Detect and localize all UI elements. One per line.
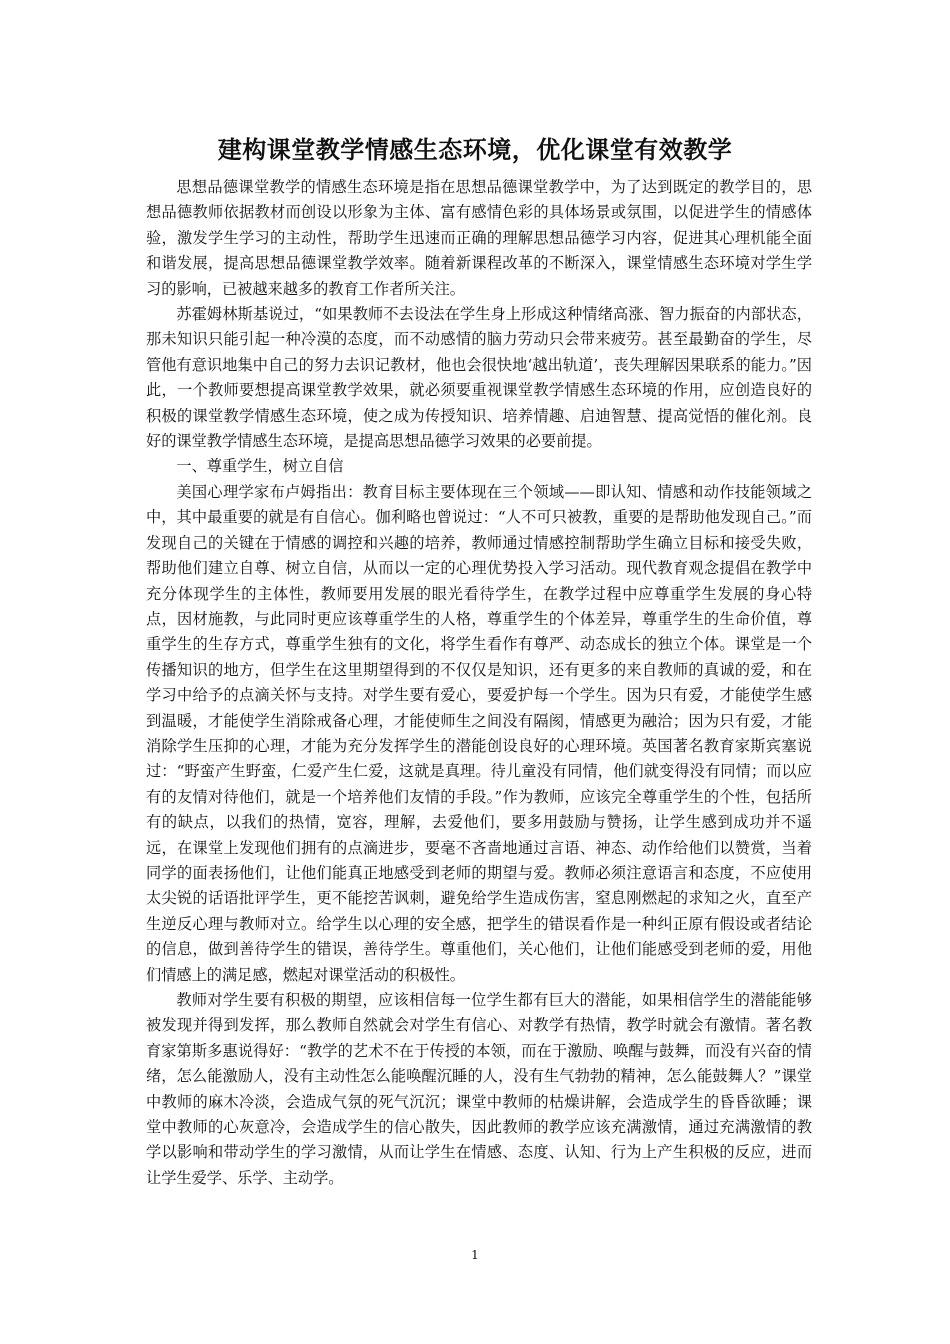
- section-heading-1: 一、尊重学生，树立自信: [176, 457, 344, 476]
- page-number: 1: [471, 1248, 479, 1262]
- paragraph-quote-sukhomlinsky: 苏霍姆林斯基说过，“如果教师不去设法在学生身上形成这种情绪高涨、智力振奋的内部状态，那未知识只能引起一种冷漠的态度，而不动感情的脑力劳动只会带来疲劳。甚至最勤奋的学生，尽管他有意识地集中自己的努力去识记教材，他也会很快地‘越出轨道’，丧失理解因果联系的能力。”因此，一个教师要想提高课堂教学效果，就必须要重视课堂教学情感生态环境的作用，应创造良好的积极的课堂教学情感生态环境，使之成为传授知识、培养情趣、启迪智慧、提高觉悟的催化剂。良好的课堂教学情感生态环境，是提高思想品德学习效果的必要前提。: [146, 305, 812, 451]
- document-title: 建构课堂教学情感生态环境，优化课堂有效教学: [217, 135, 733, 164]
- document-body: [146, 175, 812, 1191]
- paragraph-positive-expectation: 教师对学生要有积极的期望，应该相信每一位学生都有巨大的潜能，如果相信学生的潜能能够被发现并得到发挥，那么教师自然就会对学生有信心、对教学有热情，教学时就会有激情。著名教育家第斯多惠说得好：“教学的艺术不在于传授的本领，而在于激励、唤醒与鼓舞，而没有兴奋的情绪，怎么能激励人，没有主动性怎么能唤醒沉睡的人，没有生气勃勃的精神，怎么能鼓舞人？”课堂中教师的麻木冷淡，会造成气氛的死气沉沉；课堂中教师的枯燥讲解，会造成学生的昏昏欲睡；课堂中教师的心灰意冷，会造成学生的信心散失，因此教师的教学应该充满激情，通过充满激情的教学以影响和带动学生的学习激情，从而让学生在情感、态度、认知、行为上产生积极的反应，进而让学生爱学、乐学、主动学。: [146, 991, 812, 1187]
- paragraph-respect-students: 美国心理学家布卢姆指出：教育目标主要体现在三个领域——即认知、情感和动作技能领域之中，其中最重要的就是有自信心。伽利略也曾说过：“人不可只被教，重要的是帮助他发现自己。”而发现自己的关键在于情感的调控和兴趣的培养，教师通过情感控制帮助学生确立目标和接受失败，帮助他们建立自尊、树立自信，从而以一定的心理优势投入学习活动。现代教育观念提倡在教学中充分体现学生的主体性，教师要用发展的眼光看待学生，在教学过程中应尊重学生发展的身心特点，因材施教，与此同时更应该尊重学生的人格，尊重学生的个体差异，尊重学生的生命价值，尊重学生的生存方式，尊重学生独有的文化，将学生看作有尊严、动态成长的独立个体。课堂是一个传播知识的地方，但学生在这里期望得到的不仅仅是知识，还有更多的来自教师的真诚的爱，和在学习中给予的点滴关怀与支持。对学生要有爱心，要爱护每一个学生。因为只有爱，才能使学生感到温暖，才能使学生消除戒备心理，才能使师生之间没有隔阂，情感更为融洽；因为只有爱，才能消除学生压抑的心理，才能为充分发挥学生的潜能创设良好的心理环境。英国著名教育家斯宾塞说过：“野蛮产生野蛮，仁爱产生仁爱，这就是真理。待儿童没有同情，他们就变得没有同情；而以应有的友情对待他们，就是一个培养他们友情的手段。”作为教师，应该完全尊重学生的个性，包括所有的缺点，以我们的热情，宽容，理解，去爱他们，要多用鼓励与赞扬，让学生感到成功并不遥远，在课堂上发现他们拥有的点滴进步，要毫不吝啬地通过言语、神态、动作给他们以赞赏，当着同学的面表扬他们，让他们能真正地感受到老师的期望与爱。教师必须注意语言和态度，不应使用太尖锐的话语批评学生，更不能挖苦讽刺，避免给学生造成伤害，窒息刚燃起的求知之火，直至产生逆反心理与教师对立。给学生以心理的安全感，把学生的错误看作是一种纠正原有假设或者结论的信息，做到善待学生的错误，善待学生。尊重他们，关心他们，让他们能感受到老师的爱，用他们情感上的满足感，燃起对课堂活动的积极性。: [146, 482, 812, 984]
- paragraph-intro: 思想品德课堂教学的情感生态环境是指在思想品德课堂教学中，为了达到既定的教学目的，思想品德教师依据教材而创设以形象为主体、富有感情色彩的具体场景或氛围，以促进学生的情感体验，激发学生学习的主动性，帮助学生迅速而正确的理解思想品德学习内容，促进其心理机能全面和谐发展，提高思想品德课堂教学效率。随着新课程改革的不断深入，课堂情感生态环境对学生学习的影响，已被越来越多的教育工作者所关注。: [146, 178, 812, 298]
